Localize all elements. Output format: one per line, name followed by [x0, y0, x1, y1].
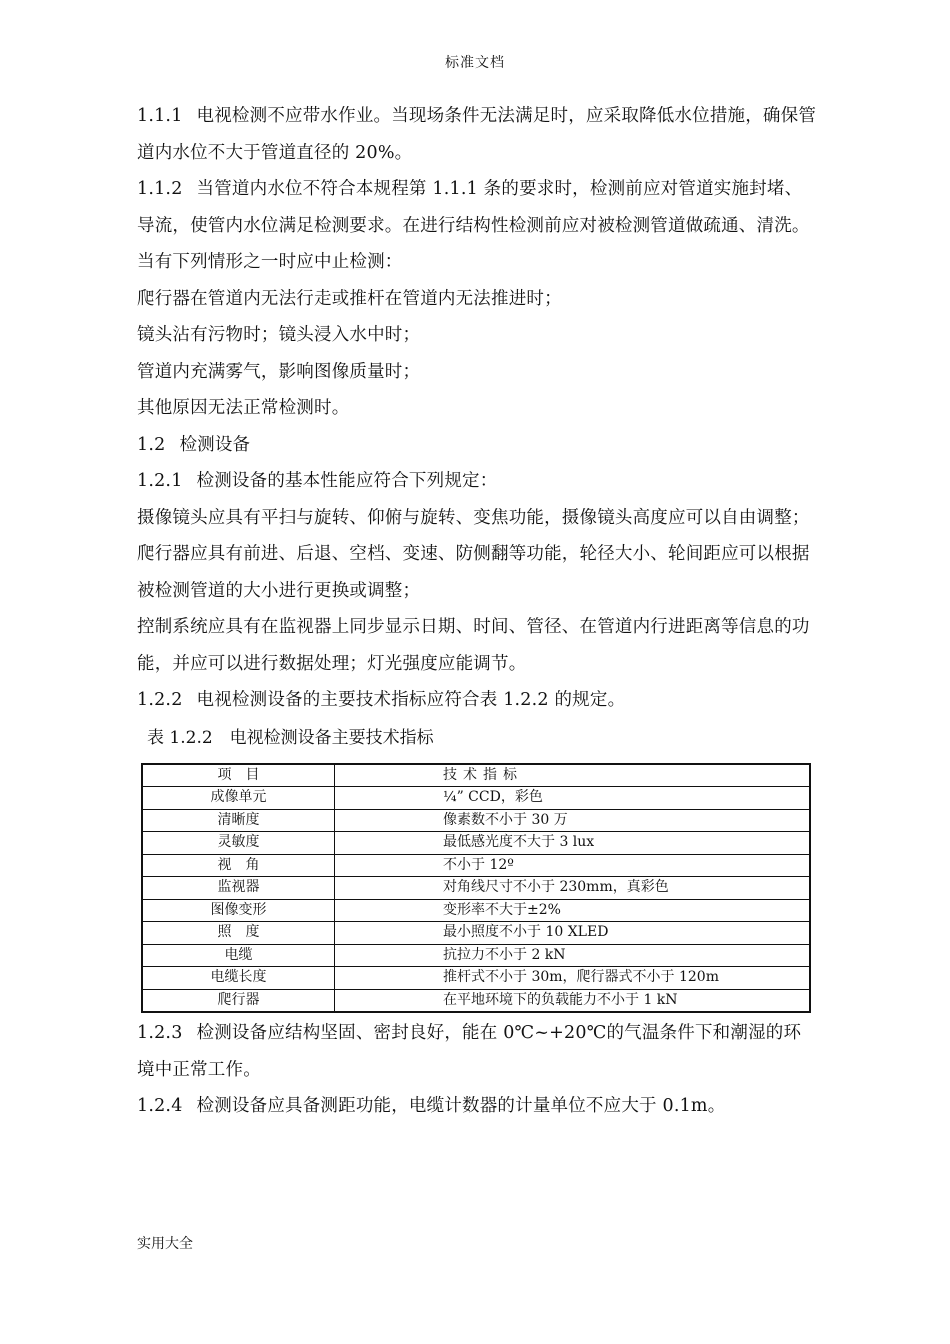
cell-item: 成像单元 — [142, 787, 335, 810]
table-header-row — [142, 764, 810, 787]
paragraph-text: 其他原因无法正常检测时。 — [137, 398, 350, 418]
table-row — [142, 989, 810, 1012]
paragraph — [137, 244, 817, 281]
paragraph — [137, 609, 817, 682]
section-number: 1.2.3 — [137, 1023, 183, 1043]
paragraph-text: 检测设备应结构坚固、密封良好，能在 0℃~+20℃的气温条件下和潮湿的环境中正常工作。 — [137, 1023, 802, 1080]
table-row — [142, 944, 810, 967]
paragraph — [137, 536, 817, 609]
cell-item: 电缆长度 — [142, 967, 335, 990]
cell-spec: 像素数不小于 30 万 — [335, 809, 811, 832]
paragraph-group-top — [137, 98, 817, 719]
table-row — [142, 809, 810, 832]
table-row — [142, 854, 810, 877]
cell-item: 图像变形 — [142, 899, 335, 922]
paragraph — [137, 317, 817, 354]
spec-table — [141, 763, 811, 1014]
paragraph-text: 当管道内水位不符合本规程第 1.1.1 条的要求时，检测前应对管道实施封堵、导流，使管内水位满足检测要求。在进行结构性检测前应对被检测管道做疏通、清洗。 — [137, 179, 810, 236]
paragraph-text: 管道内充满雾气，影响图像质量时； — [137, 361, 421, 382]
table-row — [142, 967, 810, 990]
page-footer: 实用大全 — [137, 1236, 193, 1252]
table-row — [142, 922, 810, 945]
paragraph-group-bottom — [137, 1015, 817, 1125]
table-row — [142, 787, 810, 810]
header-spec: 技术指标 — [335, 764, 811, 787]
paragraph-text: 检测设备 — [179, 434, 251, 455]
paragraph-text: 检测设备的基本性能应符合下列规定： — [196, 471, 498, 491]
paragraph-text: 摄像镜头应具有平扫与旋转、仰俯与旋转、变焦功能，摄像镜头高度应可以自由调整； — [137, 507, 810, 528]
paragraph-text: 检测设备应具备测距功能，电缆计数器的计量单位不应大于 0.1m。 — [196, 1096, 726, 1116]
table-row — [142, 877, 810, 900]
table-row — [142, 832, 810, 855]
section-number: 1.2 — [137, 434, 166, 455]
document-body — [137, 98, 817, 1125]
section-number: 1.1.2 — [137, 179, 183, 199]
cell-spec: 变形率不大于±2% — [335, 899, 811, 922]
paragraph — [137, 500, 817, 537]
paragraph — [137, 281, 817, 318]
cell-item: 照 度 — [142, 922, 335, 945]
table-caption: 表 1.2.2 电视检测设备主要技术指标 — [147, 727, 434, 748]
cell-spec: 不小于 12º — [335, 854, 811, 877]
table-row — [142, 899, 810, 922]
paragraph — [137, 354, 817, 391]
paragraph-text: 电视检测不应带水作业。当现场条件无法满足时，应采取降低水位措施，确保管道内水位不大于管道直径的 20%。 — [137, 106, 817, 163]
paragraph — [137, 427, 817, 464]
cell-item: 清晰度 — [142, 809, 335, 832]
paragraph-text: 电视检测设备的主要技术指标应符合表 1.2.2 的规定。 — [196, 690, 626, 710]
header-item: 项 目 — [142, 764, 335, 787]
cell-spec: 抗拉力不小于 2 kN — [335, 944, 811, 967]
paragraph-text: 爬行器在管道内无法行走或推杆在管道内无法推进时； — [137, 288, 562, 309]
cell-spec: 在平地环境下的负载能力不小于 1 kN — [335, 989, 811, 1012]
cell-item: 监视器 — [142, 877, 335, 900]
cell-item: 灵敏度 — [142, 832, 335, 855]
paragraph — [137, 98, 817, 171]
paragraph — [137, 682, 817, 719]
cell-spec: 最小照度不小于 10 XLED — [335, 922, 811, 945]
paragraph — [137, 463, 817, 500]
paragraph-text: 控制系统应具有在监视器上同步显示日期、时间、管径、在管道内行进距离等信息的功能，并应可以进行数据处理；灯光强度应能调节。 — [137, 617, 810, 674]
paragraph — [137, 390, 817, 427]
section-number: 1.2.4 — [137, 1096, 183, 1116]
paragraph-text: 镜头沾有污物时；镜头浸入水中时； — [137, 325, 421, 345]
cell-item: 爬行器 — [142, 989, 335, 1012]
section-number: 1.2.2 — [137, 690, 183, 710]
cell-spec: 最低感光度不大于 3 lux — [335, 832, 811, 855]
paragraph — [137, 171, 817, 244]
section-number: 1.2.1 — [137, 471, 183, 491]
cell-item: 电缆 — [142, 944, 335, 967]
cell-item: 视 角 — [142, 854, 335, 877]
cell-spec: 推杆式不小于 30m，爬行器式不小于 120m — [335, 967, 811, 990]
page-header: 标准文档 — [445, 55, 505, 71]
paragraph-text: 爬行器应具有前进、后退、空档、变速、防侧翻等功能，轮径大小、轮间距应可以根据被检测管道的大小进行更换或调整； — [137, 544, 810, 601]
cell-spec: ¼” CCD，彩色 — [335, 787, 811, 810]
paragraph — [137, 1088, 817, 1125]
section-number: 1.1.1 — [137, 106, 183, 126]
paragraph-text: 当有下列情形之一时应中止检测： — [137, 252, 403, 272]
cell-spec: 对角线尺寸不小于 230mm，真彩色 — [335, 877, 811, 900]
paragraph — [137, 1015, 817, 1088]
